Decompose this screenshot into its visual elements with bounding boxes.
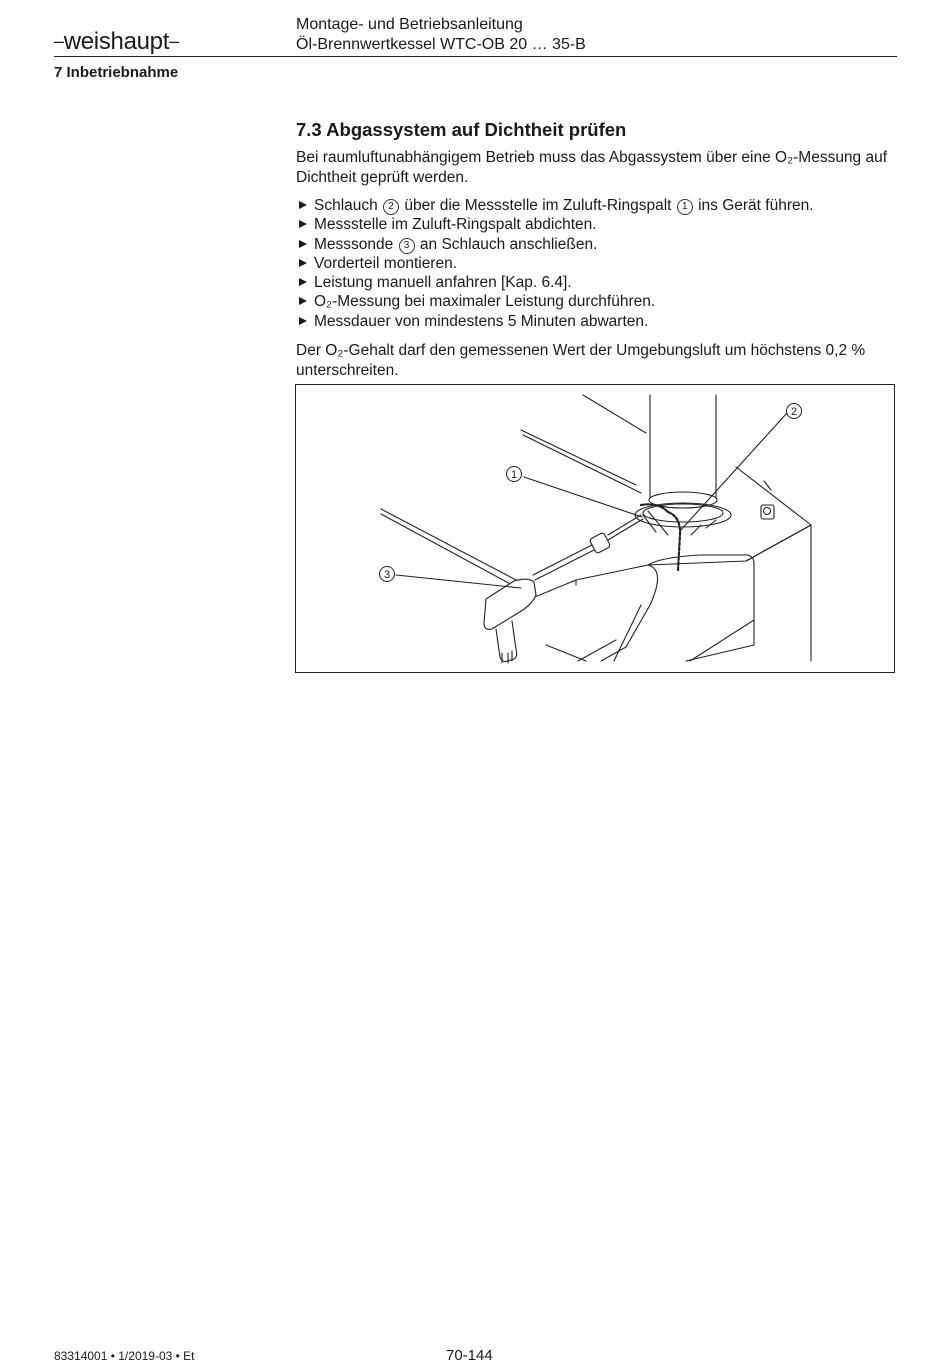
document-header bbox=[296, 15, 586, 55]
hose bbox=[668, 512, 680, 570]
doc-title-line2: Öl-Brennwertkessel WTC-OB 20 … 35-B bbox=[296, 36, 586, 53]
background-line bbox=[381, 509, 518, 581]
svg-text:2: 2 bbox=[790, 406, 798, 418]
main-content bbox=[296, 118, 896, 381]
step-item: Messsonde 3 an Schlauch anschließen. bbox=[296, 235, 896, 254]
callout-1 bbox=[507, 467, 522, 482]
housing-top-edge bbox=[496, 525, 811, 613]
header-divider bbox=[54, 56, 897, 57]
step-item: Vorderteil montieren. bbox=[296, 254, 896, 273]
leader-line-3 bbox=[396, 575, 521, 588]
step-list bbox=[296, 196, 896, 331]
document-number: 83314001 • 1/2019-03 • Et bbox=[54, 1349, 195, 1363]
probe-shaft bbox=[533, 545, 592, 575]
callout-ref-3: 3 bbox=[399, 238, 415, 254]
step-item: Leistung manuell anfahren [Kap. 6.4]. bbox=[296, 273, 896, 292]
page-number: 70-144 bbox=[446, 1347, 493, 1364]
boiler-measurement-illustration bbox=[296, 385, 894, 672]
callout-ref-1: 1 bbox=[677, 199, 693, 215]
callout-ref-2: 2 bbox=[383, 199, 399, 215]
step-item: Schlauch 2 über die Messstelle im Zuluft-Ringspalt 1 ins Gerät führen. bbox=[296, 196, 896, 215]
leader-line-1 bbox=[524, 477, 642, 517]
leader-line-2 bbox=[680, 413, 787, 531]
step-item: Messstelle im Zuluft-Ringspalt abdichten. bbox=[296, 215, 896, 234]
svg-text:3: 3 bbox=[383, 569, 391, 581]
callout-2 bbox=[787, 404, 802, 419]
weishaupt-logo: –weishaupt– bbox=[54, 28, 179, 55]
step-item: O₂-Messung bei maximaler Leistung durchführen. bbox=[296, 292, 896, 311]
callout-3 bbox=[380, 567, 395, 582]
background-line bbox=[583, 395, 646, 433]
note-paragraph: Der O₂-Gehalt darf den gemessenen Wert der Umgebungsluft um höchstens 0,2 % unterschreiten. bbox=[296, 342, 866, 380]
chapter-heading: 7 Inbetriebnahme bbox=[54, 64, 179, 81]
intro-paragraph: Bei raumluftunabhängigem Betrieb muss das Abgassystem über eine O₂-Messung auf Dichtheit geprüft werden. bbox=[296, 149, 888, 186]
illustration-frame bbox=[295, 384, 895, 673]
doc-title-line1: Montage- und Betriebsanleitung bbox=[296, 16, 523, 33]
background-line bbox=[523, 435, 641, 493]
section-title: 7.3 Abgassystem auf Dichtheit prüfen bbox=[296, 119, 627, 140]
background-line bbox=[521, 430, 636, 485]
svg-text:1: 1 bbox=[510, 469, 518, 481]
step-item: Messdauer von mindestens 5 Minuten abwarten. bbox=[296, 312, 896, 331]
